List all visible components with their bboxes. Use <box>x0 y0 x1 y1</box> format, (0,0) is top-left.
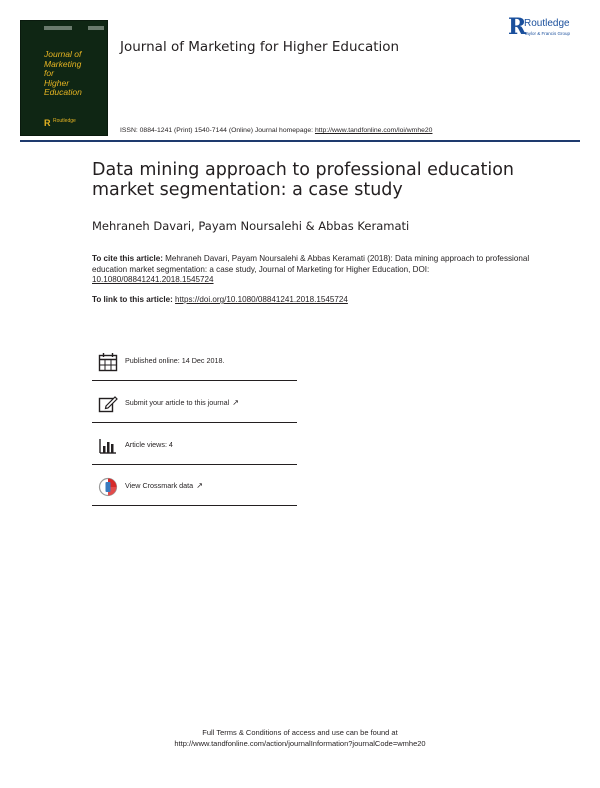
edit-icon <box>98 394 118 414</box>
publisher-tagline: Taylor & Francis Group <box>524 31 571 36</box>
citation-doi-link[interactable]: 10.1080/08841241.2018.1545724 <box>92 275 214 284</box>
journal-title: Journal of Marketing for Higher Education <box>120 39 400 55</box>
cover-publisher-logo: R Routledge <box>44 118 76 128</box>
citation-block <box>92 254 532 286</box>
article-views: Article views: 4 <box>125 440 173 449</box>
crossmark-link[interactable]: View Crossmark data ↗ <box>125 481 203 490</box>
routledge-r-icon: R <box>44 118 51 128</box>
published-date: Published online: 14 Dec 2018. <box>125 356 225 365</box>
footer-terms: Full Terms & Conditions of access and use can be found at <box>202 728 398 737</box>
cover-header-bar <box>26 26 102 32</box>
publisher-name: Routledge <box>524 18 570 29</box>
article-doi-link[interactable]: https://doi.org/10.1080/08841241.2018.1545724 <box>175 295 348 304</box>
crossmark-row[interactable] <box>92 469 297 506</box>
article-title: Data mining approach to professional education market segmentation: a case study <box>92 160 514 200</box>
article-authors: Mehraneh Davari, Payam Noursalehi & Abbas Keramati <box>92 219 410 233</box>
citation-text: Mehraneh Davari, Payam Noursalehi & Abbas Keramati (2018): Data mining approach to professional education market segmentation: a case study, Journal of Marketing for Higher Education, DOI: <box>92 254 530 274</box>
citation-label: To cite this article: <box>92 254 163 263</box>
link-label: To link to this article: <box>92 295 176 304</box>
routledge-logo <box>508 16 588 42</box>
article-link-line <box>92 295 348 304</box>
journal-cover <box>20 20 108 136</box>
submit-article-link[interactable]: Submit your article to this journal ↗ <box>125 398 239 407</box>
journal-homepage-link[interactable]: http://www.tandfonline.com/loi/wmhe20 <box>314 127 433 134</box>
views-row <box>92 428 297 465</box>
header-divider <box>20 140 580 142</box>
cover-title: Journal of Marketing for Higher Education <box>44 49 82 97</box>
routledge-r-icon: R <box>508 14 527 40</box>
submit-row[interactable] <box>92 386 297 423</box>
external-link-icon: ↗ <box>232 398 239 407</box>
footer <box>0 727 600 749</box>
published-row <box>92 344 297 381</box>
crossmark-icon <box>98 477 118 497</box>
footer-terms-link[interactable]: http://www.tandfonline.com/action/journalInformation?journalCode=wmhe20 <box>174 739 426 748</box>
issn-line: ISSN: 0884-1241 (Print) 1540-7144 (Online) Journal homepage: http://www.tandfonline.com/loi/wmhe20 <box>120 127 433 134</box>
bar-chart-icon <box>98 436 118 456</box>
calendar-icon <box>98 352 118 372</box>
external-link-icon: ↗ <box>196 481 203 490</box>
